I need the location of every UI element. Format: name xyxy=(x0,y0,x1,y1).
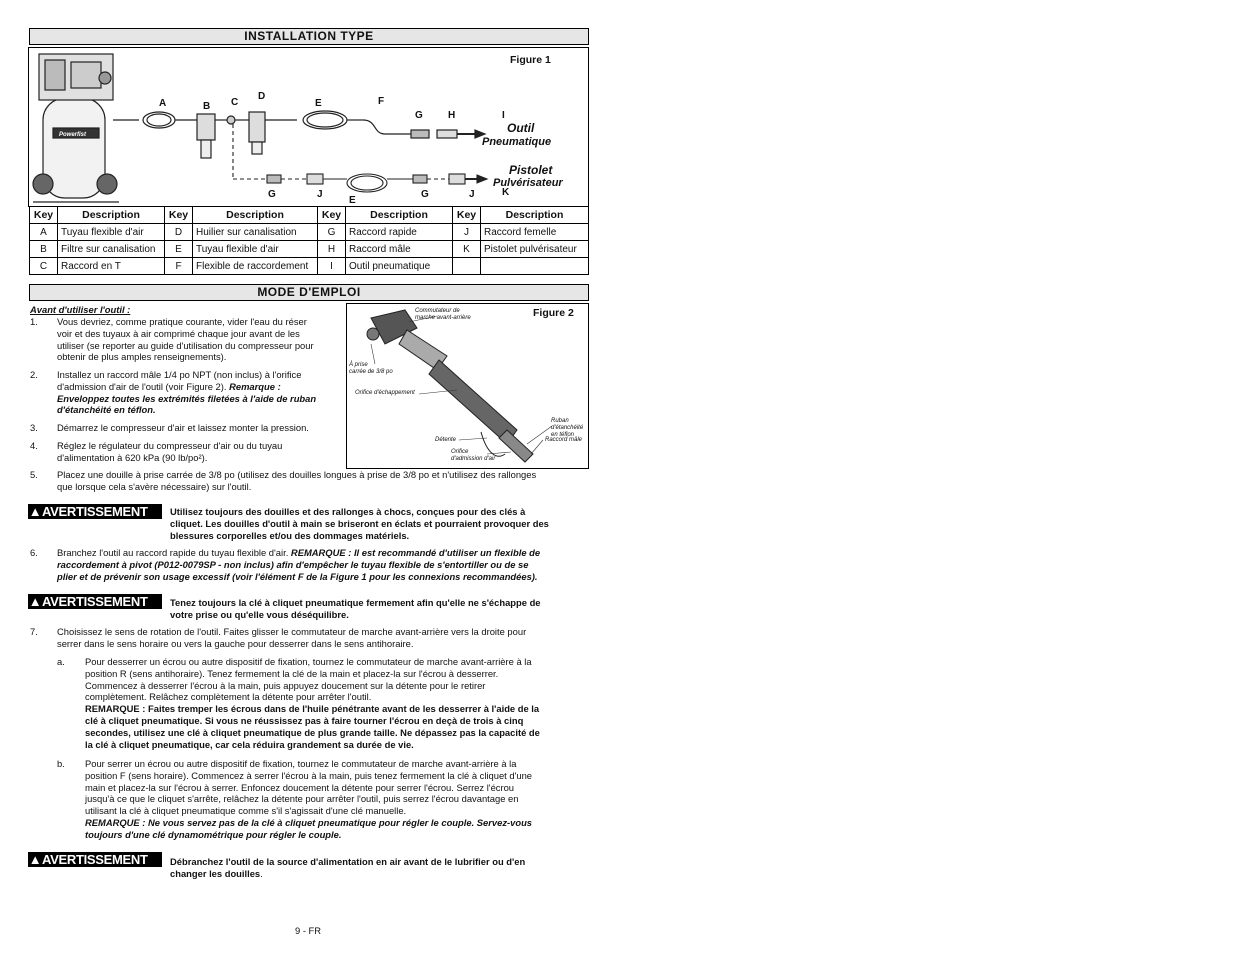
cell: J xyxy=(453,224,481,241)
col-header: Description xyxy=(481,207,589,224)
label-g: G xyxy=(415,110,423,121)
cell: C xyxy=(30,258,58,275)
cell: K xyxy=(453,241,481,258)
substep-letter: a. xyxy=(57,656,65,667)
cell: Raccord mâle xyxy=(346,241,453,258)
pneumatique-label: Pneumatique xyxy=(482,136,552,148)
label-k: K xyxy=(502,187,510,198)
section-title-mode-emploi: MODE D'EMPLOI xyxy=(29,284,589,301)
col-header: Description xyxy=(346,207,453,224)
cell: H xyxy=(318,241,346,258)
label-c: C xyxy=(231,97,239,108)
cell: Raccord femelle xyxy=(481,224,589,241)
page-number: 9 - FR xyxy=(295,925,322,936)
cell: Flexible de raccordement xyxy=(193,258,318,275)
step-7-text: Choisissez le sens de rotation de l'outil. Faites glisser le commutateur de marche avant-arrière vers la droite pour serrer dans le sens horaire ou vers la gauche pour desserrer dans le sens antihoraire. xyxy=(57,626,527,649)
cell: B xyxy=(30,241,58,258)
table-header-row xyxy=(30,207,589,224)
step-number: 4. xyxy=(30,440,38,451)
step-1-text: Vous devriez, comme pratique courante, vider l'eau du réser voir et des tuyaux à air comprimé chaque jour avant de les utiliser (se reporter au guide d'utilisation du compresseur pour obtenir de plus amples renseignements). xyxy=(57,316,314,363)
col-header: Key xyxy=(165,207,193,224)
substep-b-text: Pour serrer un écrou ou autre dispositif de fixation, tournez le commutateur de marche avant-arrière à la position F (sens horaire). Commencez à serrer l'écrou à la main, puis tenez fermement la clé à cliquet d'une main et placez-la sur l'écrou à serrer. Enfoncez doucement la détente pour serrer l'écrou. Serrez l'écrou jusqu'à ce que le cliquet s'arrête, relâchez la détente pour arrêter l'outil, puis serrez l'écrou davantage en utilisant la clé à cliquet pneumatique comme s'il s'agissait d'une clé manuelle. REMARQUE : Ne vous servez pas de la clé à cliquet pneumatique pour régler le couple. Servez-vous toujours d'une clé dynamométrique pour régler le couple. xyxy=(85,758,533,840)
subheading-before-use: Avant d'utiliser l'outil : xyxy=(30,304,131,315)
substep-a-text: Pour desserrer un écrou ou autre dispositif de fixation, tournez le commutateur de marche avant-arrière à la position R (sens antihoraire). Tenez fermement la clé de la main et placez-la sur l'écrou à desserrer. Commencez à desserrer l'écrou à la main, puis appuyez doucement sur la détente pour le retirer complètement. Relâchez complètement la détente pour arrêter l'outil. REMARQUE : Faites tremper les écrous dans de l'huile pénétrante avant de les desserrer à l'aide de la clé à cliquet pneumatique. Si vous ne réussissez pas à faire tourner l'écrou en deçà de trois à cinq secondes, utilisez une clé à cliquet pneumatique de plus grande taille. Ne dépassez pas la capacité de la clé à cliquet pneumatique, car cela réduira grandement sa durée de vie. xyxy=(85,656,540,750)
cell: Pistolet pulvérisateur xyxy=(481,241,589,258)
col-header: Description xyxy=(193,207,318,224)
cell: I xyxy=(318,258,346,275)
step-5-text: Placez une douille à prise carrée de 3/8 po (utilisez des douilles longues à prise de 3/8 po et n'utilisez des rallonges que lorsque cela s'avère nécessaire) sur l'outil. xyxy=(57,469,537,492)
figure-1 xyxy=(28,47,589,207)
step-number: 6. xyxy=(30,547,38,558)
label-h: H xyxy=(448,110,456,121)
cell: F xyxy=(165,258,193,275)
cell: D xyxy=(165,224,193,241)
step-number: 7. xyxy=(30,626,38,637)
label-e2: E xyxy=(349,195,356,206)
cell xyxy=(453,258,481,275)
label-i: I xyxy=(502,110,505,121)
cell: G xyxy=(318,224,346,241)
warning-1-text: Utilisez toujours des douilles et des rallonges à chocs, conçues pour des clés à cliquet. Les douilles d'outil à main se briseront en éclats et pourraient provoquer des blessures corporelles et/ou des dommages matériels. xyxy=(170,506,549,541)
callout-ruban: Ruban d'étanchéité en téflon xyxy=(551,418,584,438)
warning-icon: ▲ xyxy=(28,504,42,519)
step-number: 3. xyxy=(30,422,38,433)
label-j2: J xyxy=(469,189,475,200)
cell: Tuyau flexible d'air xyxy=(193,241,318,258)
brand-text: Powerfist xyxy=(59,132,87,138)
cell: A xyxy=(30,224,58,241)
table-row xyxy=(30,241,589,258)
label-f: F xyxy=(378,96,385,107)
warning-2-text: Tenez toujours la clé à cliquet pneumatique fermement afin qu'elle ne s'échappe de votre prise ou qu'elle vous déséquilibre. xyxy=(170,597,541,620)
section-title-installation: INSTALLATION TYPE xyxy=(29,28,589,45)
step-number: 2. xyxy=(30,369,38,380)
cell: E xyxy=(165,241,193,258)
warning-badge: ▲AVERTISSEMENT xyxy=(28,852,162,867)
col-header: Key xyxy=(30,207,58,224)
step-number: 1. xyxy=(30,316,38,327)
cell: Tuyau flexible d'air xyxy=(58,224,165,241)
label-d: D xyxy=(258,91,266,102)
warning-icon: ▲ xyxy=(28,594,42,609)
callout-prise: À prise carrée de 3/8 po xyxy=(349,362,393,375)
warning-badge: ▲AVERTISSEMENT xyxy=(28,594,162,609)
label-g2: G xyxy=(268,189,276,200)
warning-3-text: Débranchez l'outil de la source d'alimentation en air avant de le lubrifier ou d'en changer les douilles. xyxy=(170,856,526,879)
cell: Outil pneumatique xyxy=(346,258,453,275)
table-row xyxy=(30,224,589,241)
cell: Huilier sur canalisation xyxy=(193,224,318,241)
col-header: Key xyxy=(453,207,481,224)
cell: Filtre sur canalisation xyxy=(58,241,165,258)
label-b: B xyxy=(203,101,211,112)
compressor-icon xyxy=(33,54,119,202)
col-header: Key xyxy=(318,207,346,224)
callout-commutateur: Commutateur de marche avant-arrière xyxy=(415,308,471,321)
col-header: Description xyxy=(58,207,165,224)
substep-letter: b. xyxy=(57,758,65,769)
step-4-text: Réglez le régulateur du compresseur d'air ou du tuyau d'alimentation à 620 kPa (90 lb/po²). xyxy=(57,440,283,463)
table-row xyxy=(30,258,589,275)
label-j: J xyxy=(317,189,323,200)
label-g3: G xyxy=(421,189,429,200)
warning-icon: ▲ xyxy=(28,852,42,867)
callout-orifice-admission: Orifice d'admission d'air xyxy=(451,449,496,462)
outil-label: Outil xyxy=(507,121,535,135)
pistolet-label: Pistolet xyxy=(509,163,553,177)
step-3-text: Démarrez le compresseur d'air et laissez monter la pression. xyxy=(57,422,309,433)
callout-orifice-echappement: Orifice d'échappement xyxy=(355,390,415,396)
cell: Raccord rapide xyxy=(346,224,453,241)
cell: Raccord en T xyxy=(58,258,165,275)
step-2-text: Installez un raccord mâle 1/4 po NPT (non inclus) à l'orifice d'admission d'air de l'outil (voir Figure 2). Remarque : Enveloppez toutes les extrémités filetées à l'aide de ruban d'étanchéité en téflon. xyxy=(57,369,317,416)
label-a: A xyxy=(159,98,167,109)
pulverisateur-label: Pulvérisateur xyxy=(493,177,563,189)
callout-detente: Détente xyxy=(435,437,457,443)
warning-badge: ▲AVERTISSEMENT xyxy=(28,504,162,519)
cell xyxy=(481,258,589,275)
callout-raccord-male: Raccord mâle xyxy=(545,437,583,443)
label-e: E xyxy=(315,98,322,109)
figure-1-label: Figure 1 xyxy=(510,54,551,66)
step-number: 5. xyxy=(30,469,38,480)
figure-2 xyxy=(346,303,589,469)
figure-2-label: Figure 2 xyxy=(533,307,574,319)
key-table xyxy=(29,206,589,275)
step-6-text: Branchez l'outil au raccord rapide du tuyau flexible d'air. REMARQUE : Il est recommandé d'utiliser un flexible de raccordement à pivot (P012-0079SP - non inclus) afin d'empêcher le tuyau flexible de s'entortiller ou de se plier et de prévenir son usage excessif (voir l'élément F de la Figure 1 pour les connexions recommandées). xyxy=(57,547,541,582)
